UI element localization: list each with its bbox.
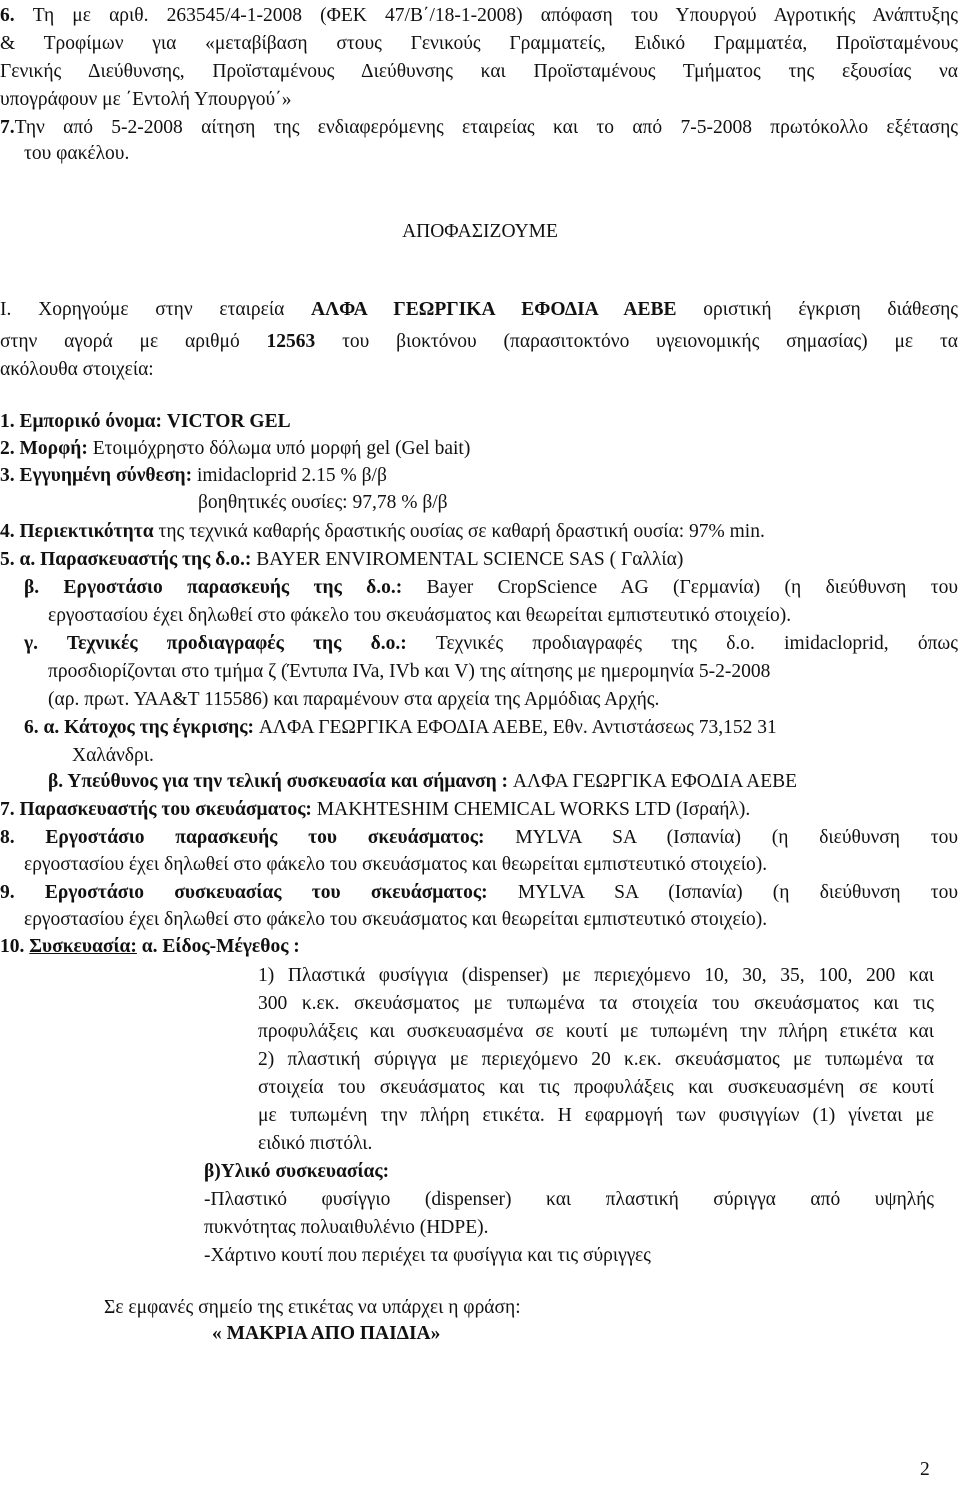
packaging-material-line-1: -Πλαστικό φυσίγγιο (dispenser) και πλαστική σύριγγα από υψηλής — [204, 1189, 934, 1210]
field-production-plant-line-2: εργοστασίου έχει δηλωθεί στο φάκελο του σκευάσματος και θεωρείται εμπιστευτικό στοιχείο). — [24, 854, 768, 875]
label-phrase: « ΜΑΚΡΙΑ ΑΠΟ ΠΑΙΔΙΑ» — [212, 1323, 441, 1344]
field-active-substance-factory-line-2: εργοστασίου έχει δηλωθεί στο φάκελο του σκευάσματος και θεωρείται εμπιστευτικό στοιχείο). — [48, 605, 792, 626]
decision-heading: ΑΠΟΦΑΣΙΖΟΥΜΕ — [402, 221, 558, 242]
item-6-line-1: 6. Τη με αριθ. 263545/4-1-2008 (ΦΕΚ 47/Β΄/18-1-2008) απόφαση του Υπουργού Αγροτικής Ανάπτυξης — [0, 5, 958, 26]
item-6-line-4: υπογράφουν με ΄Εντολή Υπουργού΄» — [0, 89, 292, 110]
packaging-material-label: β)Υλικό συσκευασίας: — [204, 1161, 390, 1182]
grant-paragraph-line-3: ακόλουθα στοιχεία: — [0, 359, 154, 380]
packaging-type-line-2: 300 κ.εκ. σκευάσματος με τυπωμένα τα στοιχεία του σκευάσματος και τις — [258, 993, 934, 1014]
field-production-plant: 8. Εργοστάσιο παρασκευής του σκευάσματος: MYLVA SA (Ισπανία) (η διεύθυνση του — [0, 827, 958, 848]
approval-number: 12563 — [266, 331, 316, 352]
field-technical-specifications-line-2: προσδιορίζονται στο τμήμα ζ (Έντυπα IVa, IVb και V) της αίτησης με ημερομηνία 5-2-2008 — [48, 661, 771, 682]
field-approval-holder: 6. α. Κάτοχος της έγκρισης: ΑΛΦΑ ΓΕΩΡΓΙΚΑ ΕΦΟΔΙΑ ΑΕΒΕ, Εθν. Αντιστάσεως 73,152 31 — [24, 717, 777, 738]
item-7-line-2: του φακέλου. — [24, 143, 130, 164]
field-packaging-responsible: β. Υπεύθυνος για την τελική συσκευασία και σήμανση : ΑΛΦΑ ΓΕΩΡΓΙΚΑ ΕΦΟΔΙΑ ΑΕΒΕ — [48, 771, 798, 792]
field-content: 4. Περιεκτικότητα της τεχνικά καθαρής δραστικής ουσίας σε καθαρή δραστική ουσία: 97% min. — [0, 521, 765, 542]
field-technical-specifications-line-3: (αρ. πρωτ. ΥΑΑ&Τ 115586) και παραμένουν στα αρχεία της Αρμόδιας Αρχής. — [48, 689, 660, 710]
company-name: ΑΛΦΑ ΓΕΩΡΓΙΚΑ ΕΦΟΔΙΑ ΑΕΒΕ — [311, 299, 677, 320]
item-7-line-1: 7.Την από 5-2-2008 αίτηση της ενδιαφερόμενης εταιρείας και το από 7-5-2008 πρωτόκολλο εξέτασης — [0, 117, 958, 138]
packaging-material-line-3: -Χάρτινο κουτί που περιέχει τα φυσίγγια και τις σύριγγες — [204, 1245, 651, 1266]
label-phrase-intro: Σε εμφανές σημείο της ετικέτας να υπάρχει η φράση: — [104, 1297, 521, 1318]
field-packaging: 10. Συσκευασία: α. Είδος-Μέγεθος : — [0, 936, 300, 957]
packaging-type-line-5: στοιχεία του σκευάσματος και τις προφυλάξεις και συσκευασμένη σε κουτί — [258, 1077, 934, 1098]
field-packaging-plant: 9. Εργοστάσιο συσκευασίας του σκευάσματος: MYLVA SA (Ισπανία) (η διεύθυνση του — [0, 882, 958, 903]
field-product-manufacturer: 7. Παρασκευαστής του σκευάσματος: MAKHTESHIM CHEMICAL WORKS LTD (Ισραήλ). — [0, 799, 751, 820]
field-guaranteed-composition: 3. Εγγυημένη σύνθεση: imidacloprid 2.15 % β/β — [0, 465, 387, 486]
packaging-type-line-3: προφυλάξεις και συσκευασμένα σε κουτί με τυπωμένη την πλήρη ετικέτα και — [258, 1021, 934, 1042]
grant-paragraph-line-1: Ι. Χορηγούμε στην εταιρεία ΑΛΦΑ ΓΕΩΡΓΙΚΑ ΕΦΟΔΙΑ ΑΕΒΕ οριστική έγκριση διάθεσης — [0, 299, 959, 320]
item-6-line-3: Γενικής Διεύθυνσης, Προϊσταμένους Διεύθυνσης και Προϊσταμένους Τμήματος της εξουσίας να — [0, 61, 958, 82]
field-manufacturer-active-substance: 5. α. Παρασκευαστής της δ.ο.: BAYER ENVIROMENTAL SCIENCE SAS ( Γαλλία) — [0, 549, 684, 570]
field-approval-holder-line-2: Χαλάνδρι. — [72, 745, 154, 766]
packaging-type-line-6: με τυπωμένη την πλήρη ετικέτα. Η εφαρμογή των φυσιγγίων (1) γίνεται με — [258, 1105, 934, 1126]
field-technical-specifications: γ. Τεχνικές προδιαγραφές της δ.ο.: Τεχνικές προδιαγραφές της δ.ο. imidacloprid, όπως — [24, 633, 958, 654]
item-6-line-2: & Τροφίμων για «μεταβίβαση στους Γενικούς Γραμματείς, Ειδικό Γραμματέα, Προϊσταμένους — [0, 33, 958, 54]
packaging-type-line-1: 1) Πλαστικά φυσίγγια (dispenser) με περιεχόμενο 10, 30, 35, 100, 200 και — [258, 965, 934, 986]
page-number: 2 — [920, 1459, 930, 1480]
field-form: 2. Μορφή: Ετοιμόχρηστο δόλωμα υπό μορφή gel (Gel bait) — [0, 438, 471, 459]
field-packaging-plant-line-2: εργοστασίου έχει δηλωθεί στο φάκελο του σκευάσματος και θεωρείται εμπιστευτικό στοιχείο). — [24, 909, 768, 930]
packaging-type-line-4: 2) πλαστική σύριγγα με περιεχόμενο 20 κ.εκ. σκευάσματος με τυπωμένα τα — [258, 1049, 934, 1070]
field-active-substance-factory: β. Εργοστάσιο παρασκευής της δ.ο.: Bayer CropScience AG (Γερμανία) (η διεύθυνση του — [24, 577, 958, 598]
packaging-material-line-2: πυκνότητας πολυαιθυλένιο (HDPE). — [204, 1217, 489, 1238]
field-trade-name: 1. Εμπορικό όνομα: VICTOR GEL — [0, 411, 291, 432]
field-auxiliary-substances: βοηθητικές ουσίες: 97,78 % β/β — [198, 492, 448, 513]
grant-paragraph-line-2: στην αγορά με αριθμό 12563 του βιοκτόνου (παρασιτοκτόνο υγειονομικής σημασίας) με τα — [0, 331, 958, 352]
packaging-type-line-7: ειδικό πιστόλι. — [258, 1133, 373, 1154]
